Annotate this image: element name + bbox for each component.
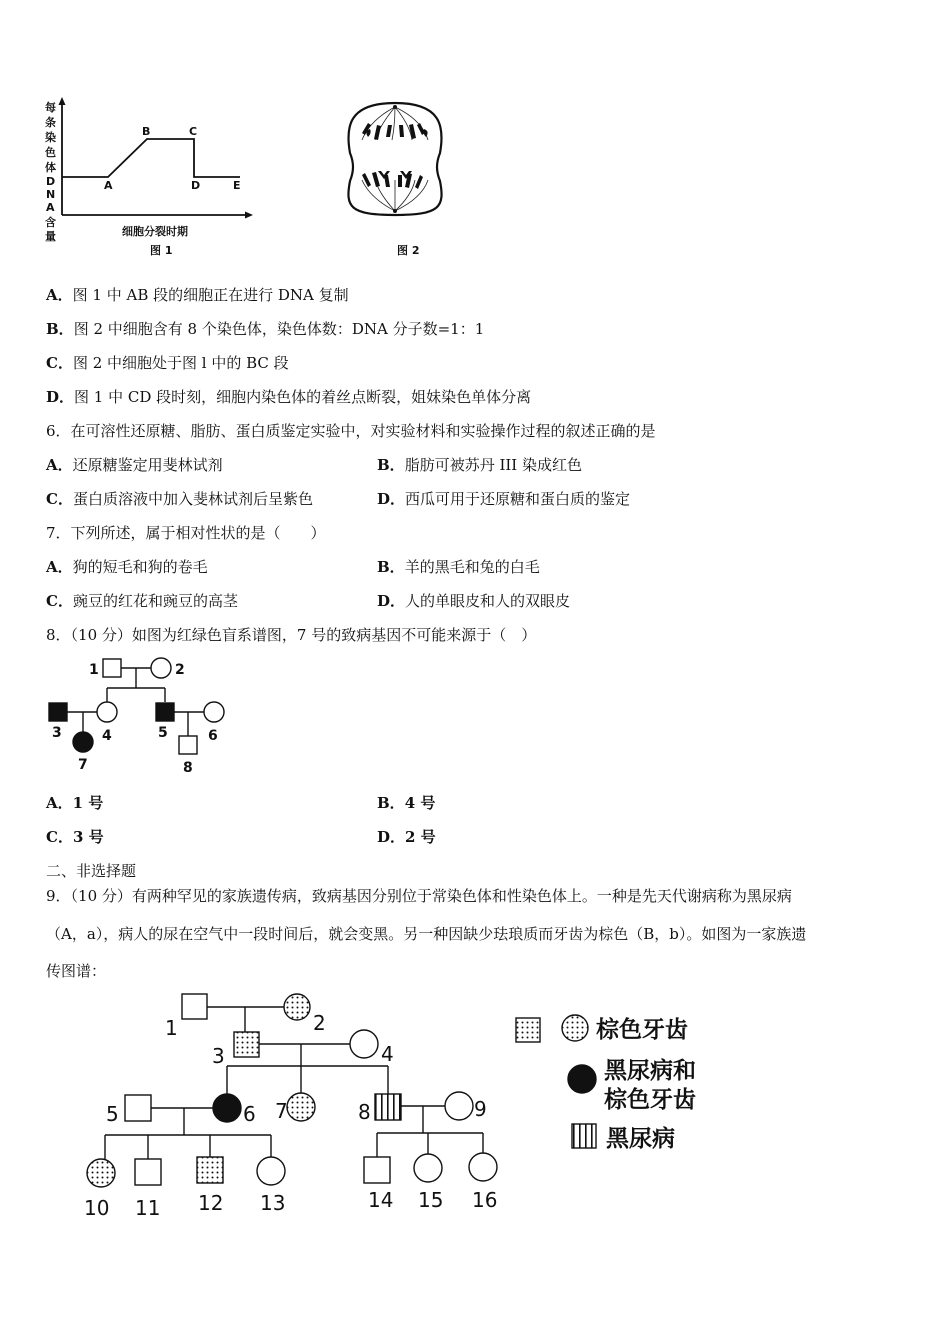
individual-15-female [414,1154,442,1182]
figure-2-caption: 图 2 [397,244,420,257]
q9-stem-line-2: （A，a），病人的尿在空气中一段时间后，就会变黑。另一种因缺少珐琅质而牙齿为棕色（B，b）。如图为一家族遗 [46,925,807,943]
label-13: 13 [260,1191,286,1215]
q6-option-d [377,489,630,509]
individual-10-female-brown-teeth [87,1159,115,1187]
option-text: 人的单眼皮和人的双眼皮 [405,592,571,610]
option-label: C． [46,354,73,372]
label-14: 14 [368,1188,394,1212]
label-11: 11 [135,1196,161,1220]
individual-2-female [151,658,171,678]
individual-2-female-brown-teeth [284,994,310,1020]
x-axis-label: 细胞分裂时期 [122,225,188,238]
legend-alkaptonuria-icon [572,1124,596,1148]
q7-option-c [46,591,238,611]
q8-pedigree [40,655,240,780]
individual-4-female [97,702,117,722]
dna-content-curve [62,139,240,177]
option-label: A． [46,456,73,474]
q8-option-a [46,793,103,813]
individual-8-male-alkaptonuria [375,1094,401,1120]
q6-option-a [46,455,223,475]
option-text: 狗的短毛和狗的卷毛 [72,558,208,576]
label-5: 5 [106,1102,119,1126]
individual-7-female-brown-teeth [287,1093,315,1121]
individual-13-female [257,1157,285,1185]
label-9: 9 [474,1097,487,1121]
legend-brown-teeth-female-icon [562,1015,588,1041]
label-1: 1 [89,662,99,678]
q8-option-c [46,827,104,847]
legend-brown-teeth-label: 棕色牙齿 [596,1017,688,1043]
y-label-char: 每 [45,101,56,114]
y-label-char: D [46,175,56,188]
point-a-label: A [104,179,113,192]
label-8: 8 [183,760,193,776]
chromosome [386,125,392,137]
label-3: 3 [212,1044,225,1068]
option-text: 图 2 中细胞含有 8 个染色体，染色体数：DNA 分子数=1：1 [73,320,485,338]
chromosome [399,125,404,137]
individual-14-male [364,1157,390,1183]
option-text: 1 号 [72,794,104,812]
individual-4-female [350,1030,378,1058]
legend-brown-teeth-male-icon [516,1018,540,1042]
option-label: D． [377,592,406,610]
option-label: D． [377,828,406,846]
chromosome [374,125,381,140]
y-label-char: 色 [45,146,56,159]
label-7: 7 [275,1099,288,1123]
individual-1-male [103,659,121,677]
option-label: C． [46,490,73,508]
label-10: 10 [84,1196,110,1220]
label-1: 1 [165,1016,178,1040]
option-text: 图 1 中 CD 段时刻，细胞内染色体的着丝点断裂，姐妹染色单体分离 [74,388,532,406]
point-b-label: B [142,125,151,138]
option-text: 4 号 [404,794,436,812]
individual-6-female-both [213,1094,241,1122]
legend-alkaptonuria-label: 黑尿病 [606,1126,675,1152]
chromosome [372,172,380,187]
legend-both-label-line-2: 棕色牙齿 [604,1087,696,1113]
option-label: A． [46,286,73,304]
chromosome [415,175,423,189]
option-text: 羊的黑毛和兔的白毛 [404,558,540,576]
individual-7-affected-female [73,732,93,752]
label-16: 16 [472,1188,498,1212]
q9-pedigree [75,985,725,1225]
individual-9-female [445,1092,473,1120]
q7-option-a [46,557,208,577]
q8-option-b [377,793,435,813]
option-label: B． [377,558,405,576]
q5-option-d [46,387,531,407]
option-text: 图 1 中 AB 段的细胞正在进行 DNA 复制 [72,286,349,304]
individual-3-male-brown-teeth [234,1032,259,1057]
y-label-char: A [46,201,55,214]
label-3: 3 [52,725,62,741]
q5-option-c [46,353,289,373]
label-6: 6 [243,1102,256,1126]
point-d-label: D [191,179,201,192]
option-label: A． [46,558,73,576]
y-label-char: N [46,188,56,201]
figure-2-cell [340,95,450,260]
q8-stem: 8．（10 分）如图为红绿色盲系谱图，7 号的致病基因不可能来源于（ ） [46,626,537,644]
individual-16-female [469,1153,497,1181]
option-text: 西瓜可用于还原糖和蛋白质的鉴定 [405,490,631,508]
label-6: 6 [208,728,218,744]
label-15: 15 [418,1188,444,1212]
q9-stem-line-1: 9．（10 分）有两种罕见的家族遗传病，致病基因分别位于常染色体和性染色体上。一种是先天代谢病称为黑尿病 [46,887,792,905]
option-label: B． [377,794,405,812]
label-2: 2 [313,1011,326,1035]
section-heading: 二、非选择题 [46,862,137,880]
label-4: 4 [381,1042,394,1066]
point-c-label: C [189,125,198,138]
legend-both-diseases-icon [568,1065,596,1093]
q5-option-a [46,285,349,305]
q6-option-c [46,489,313,509]
label-12: 12 [198,1191,224,1215]
option-label: B． [377,456,405,474]
point-e-label: E [233,179,241,192]
q7-option-d [377,591,570,611]
q5-option-b [46,319,484,339]
figure-1-caption: 图 1 [150,244,173,257]
option-label: A． [46,794,73,812]
option-text: 3 号 [72,828,104,846]
figure-1-graph [40,95,270,260]
individual-5-affected-male [156,703,174,721]
q6-option-b [377,455,582,475]
individual-8-male [179,736,197,754]
option-label: B． [46,320,74,338]
y-label-char: 含 [45,216,56,229]
label-8: 8 [358,1100,371,1124]
q8-option-d [377,827,436,847]
x-axis-arrow [245,212,253,219]
q7-option-b [377,557,540,577]
chromosome [423,129,427,137]
individual-1-male [182,994,207,1019]
individual-12-male-brown-teeth [197,1157,223,1183]
y-label-char: 染 [45,131,56,144]
label-7: 7 [78,757,88,773]
y-label-char: 条 [45,116,56,129]
option-label: D． [46,388,75,406]
option-label: C． [46,828,73,846]
q6-stem: 6．在可溶性还原糖、脂肪、蛋白质鉴定实验中，对实验材料和实验操作过程的叙述正确的是 [46,422,656,440]
individual-3-affected-male [49,703,67,721]
option-label: C． [46,592,73,610]
y-label-char: 量 [45,230,56,243]
legend-both-label-line-1: 黑尿病和 [604,1058,696,1084]
option-text: 蛋白质溶液中加入斐林试剂后呈紫色 [72,490,313,508]
y-axis-arrow [59,97,66,105]
option-text: 豌豆的红花和豌豆的高茎 [72,592,238,610]
label-5: 5 [158,725,168,741]
option-text: 脂肪可被苏丹 III 染成红色 [404,456,583,474]
option-text: 图 2 中细胞处于图 l 中的 BC 段 [72,354,289,372]
chromosome [362,173,371,187]
option-text: 2 号 [405,828,436,846]
individual-11-male [135,1159,161,1185]
individual-5-male [125,1095,151,1121]
individual-6-female [204,702,224,722]
option-label: D． [377,490,406,508]
label-4: 4 [102,728,112,744]
option-text: 还原糖鉴定用斐林试剂 [72,456,223,474]
y-label-char: 体 [45,161,56,174]
label-2: 2 [175,662,185,678]
q7-stem: 7．下列所述，属于相对性状的是（ ） [46,524,326,542]
q9-stem-line-3: 传图谱： [46,962,107,980]
chromosome [398,175,402,187]
